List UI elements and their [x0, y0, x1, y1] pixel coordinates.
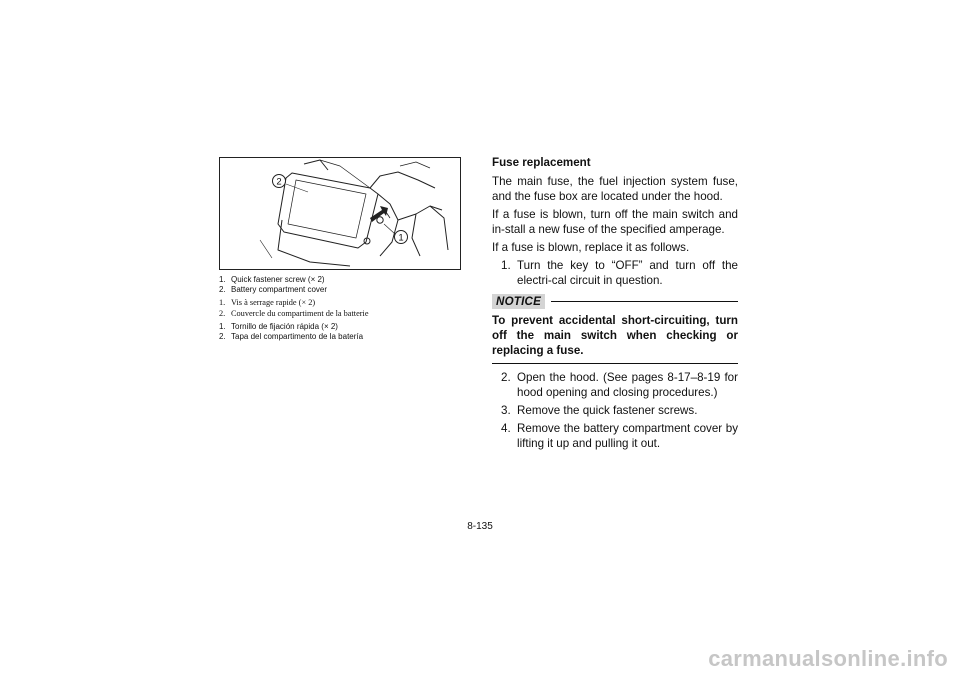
notice-text: To prevent accidental short-circuiting, turn off the main switch when checking or replacing a fuse. — [492, 314, 738, 357]
figure-captions — [219, 275, 469, 345]
step-number: 3. — [501, 404, 511, 417]
step-text: Open the hood. (See pages 8-17–8-19 for hood opening and closing procedures.) — [517, 371, 738, 399]
illustration-drawing — [220, 158, 460, 269]
caption-number: 1. — [219, 275, 226, 284]
caption-group-english — [219, 275, 469, 295]
step-text: Turn the key to “OFF” and turn off the electri-cal circuit in question. — [517, 259, 738, 287]
caption-item — [219, 309, 469, 319]
notice-header — [492, 294, 738, 309]
fuse-replacement-section — [492, 155, 738, 454]
caption-group-spanish — [219, 322, 469, 342]
step-text: Remove the quick fastener screws. — [517, 404, 698, 417]
caption-number: 1. — [219, 321, 226, 331]
caption-number: 2. — [219, 308, 226, 318]
caption-text: Quick fastener screw (× 2) — [231, 275, 325, 284]
body-paragraph: If a fuse is blown, turn off the main switch and in-stall a new fuse of the specified amperage. — [492, 208, 738, 236]
caption-number: 1. — [219, 298, 226, 308]
caption-item — [219, 298, 469, 308]
caption-text: Tornillo de fijación rápida (× 2) — [231, 321, 338, 331]
step-number: 2. — [501, 371, 511, 384]
step-number: 4. — [501, 422, 511, 435]
caption-number: 2. — [219, 285, 226, 295]
notice-badge: NOTICE — [492, 294, 545, 309]
body-paragraph: The main fuse, the fuel injection system fuse, and the fuse box are located under the hood. — [492, 175, 738, 203]
notice-rule — [551, 301, 738, 302]
page-number: 8-135 — [467, 521, 493, 532]
step-item — [492, 258, 738, 288]
section-heading: Fuse replacement — [492, 156, 591, 169]
battery-compartment-illustration — [219, 157, 461, 270]
body-paragraph: If a fuse is blown, replace it as follows. — [492, 241, 690, 254]
caption-item — [219, 275, 469, 285]
caption-text: Vis à serrage rapide (× 2) — [231, 298, 316, 308]
site-watermark: carmanualsonline.info — [708, 646, 948, 671]
callout-1-label: 1 — [398, 232, 404, 244]
caption-item — [219, 322, 469, 332]
step-item — [492, 403, 738, 418]
step-item — [492, 421, 738, 451]
caption-item — [219, 332, 469, 342]
step-number: 1. — [501, 259, 511, 272]
callout-2-label: 2 — [276, 176, 282, 188]
caption-text: Couvercle du compartiment de la batterie — [231, 308, 369, 318]
caption-item — [219, 285, 469, 295]
caption-text: Battery compartment cover — [231, 285, 328, 295]
caption-number: 2. — [219, 332, 226, 342]
caption-text: Tapa del compartimento de la batería — [231, 332, 364, 342]
notice-end-rule — [492, 363, 738, 364]
step-text: Remove the battery compartment cover by lifting it up and pulling it out. — [517, 422, 738, 450]
caption-group-french — [219, 298, 469, 318]
step-item — [492, 370, 738, 400]
